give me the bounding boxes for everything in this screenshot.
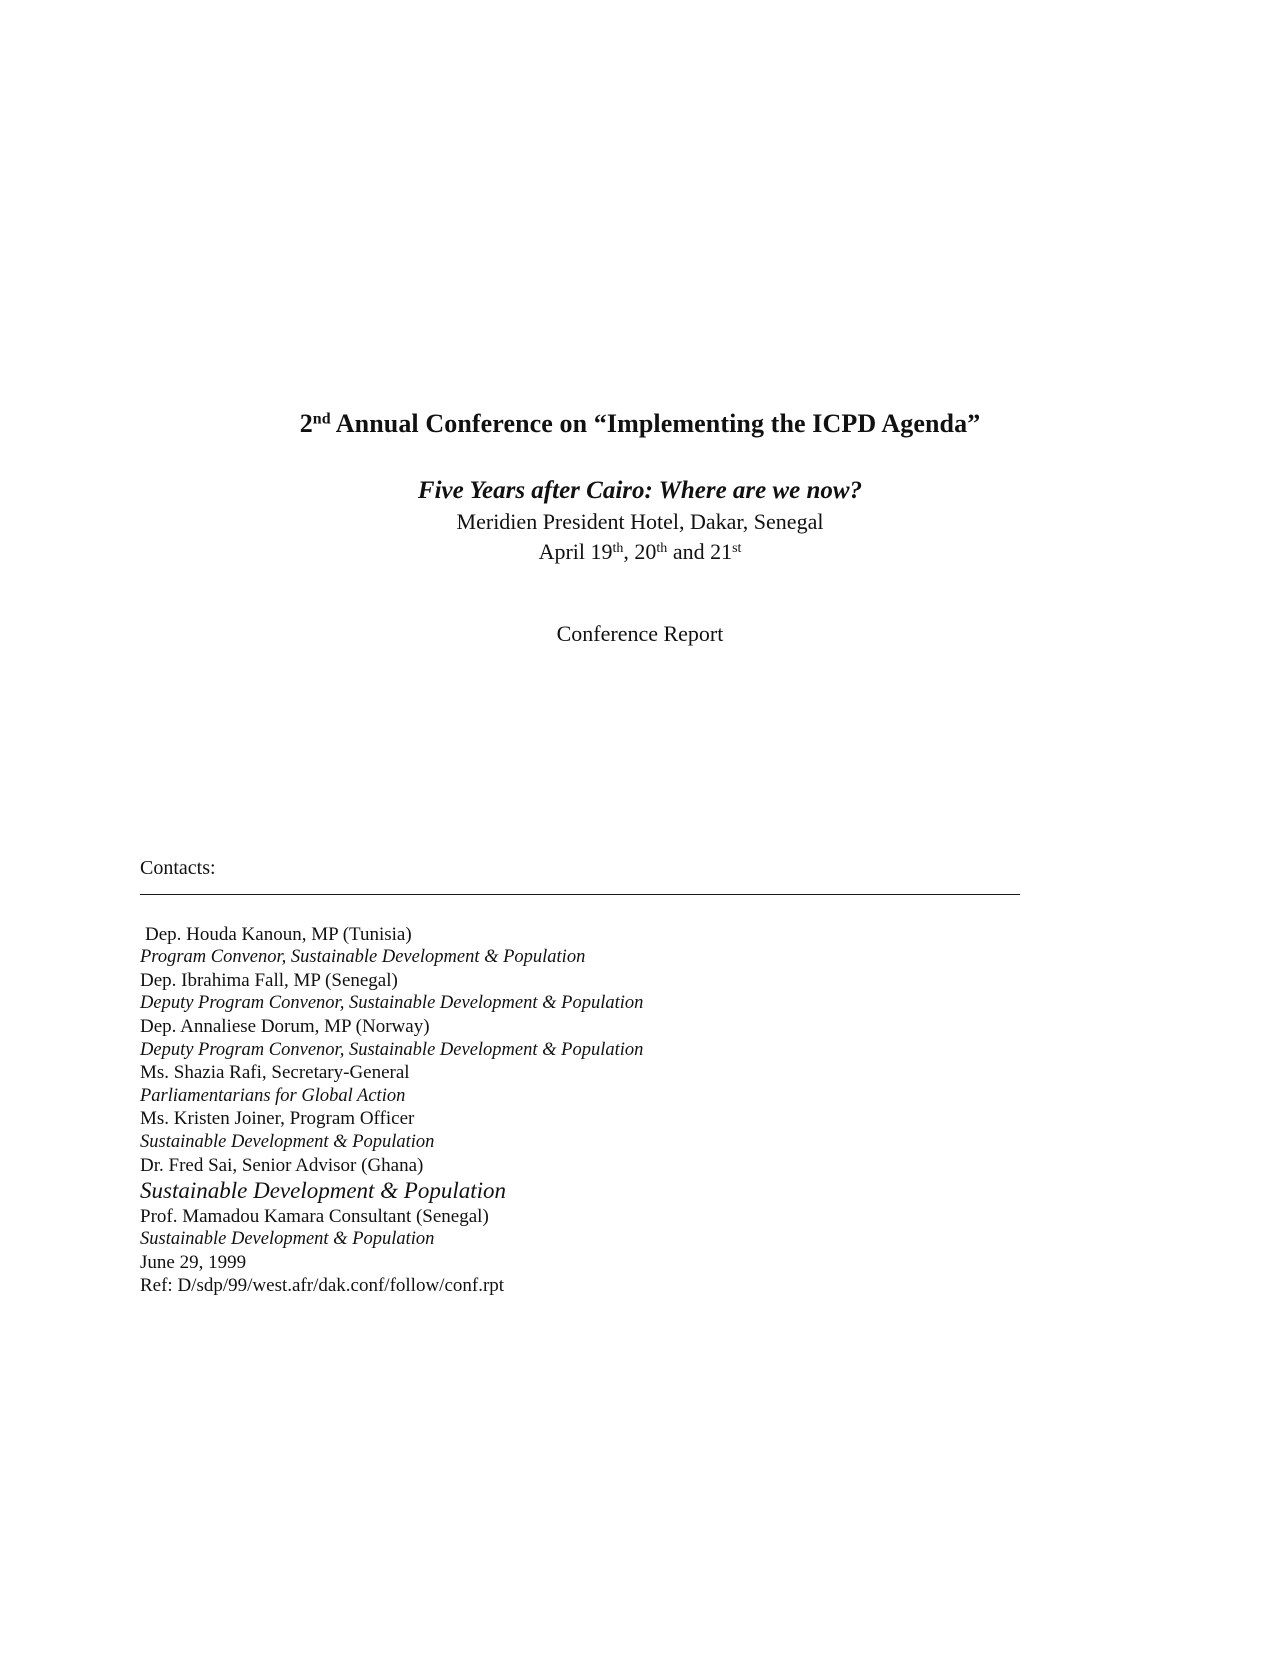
contacts-block (140, 856, 1140, 1298)
contact-name: Dep. Annaliese Dorum, MP (Norway) (140, 1016, 430, 1038)
page-title (0, 408, 1280, 441)
report-spacer (0, 566, 1280, 620)
date-ordinal-1: th (612, 540, 624, 556)
date-part-2: , 20 (623, 538, 657, 564)
contact-role: Sustainable Development & Population (140, 1229, 435, 1250)
document-subtitle: Five Years after Cairo: Where are we now? (417, 476, 863, 504)
title-number: 2 (299, 409, 313, 438)
date-part-1: April 19 (538, 538, 613, 564)
contacts-heading: Contacts: (140, 857, 216, 879)
title-block (0, 408, 1280, 649)
title-ordinal-suffix: nd (312, 410, 331, 428)
contact-role: Sustainable Development & Population (140, 1177, 507, 1203)
report-type-label: Conference Report (556, 621, 724, 647)
contacts-reference: Ref: D/sdp/99/west.afr/dak.conf/follow/conf.rpt (140, 1275, 505, 1297)
contact-role: Deputy Program Convenor, Sustainable Development & Population (140, 1039, 644, 1060)
contact-name: Dep. Houda Kanoun, MP (Tunisia) (145, 924, 412, 945)
title-main-text: Annual Conference on “Implementing the ICPD Agenda” (330, 409, 981, 438)
contacts-date: June 29, 1999 (140, 1252, 247, 1274)
contacts-divider (140, 894, 1020, 895)
contact-role: Parliamentarians for Global Action (140, 1085, 406, 1106)
date-part-3: and 21 (667, 538, 733, 564)
date-ordinal-3: st (732, 540, 742, 556)
contact-role: Program Convenor, Sustainable Development & Population (140, 947, 586, 968)
title-spacer (0, 441, 1280, 475)
contact-role: Deputy Program Convenor, Sustainable Development & Population (140, 993, 644, 1014)
date-ordinal-2: th (656, 540, 668, 556)
contact-name: Dr. Fred Sai, Senior Advisor (Ghana) (140, 1154, 424, 1176)
contact-role: Sustainable Development & Population (140, 1131, 435, 1152)
contact-name: Dep. Ibrahima Fall, MP (Senegal) (140, 970, 398, 992)
contact-name: Ms. Shazia Rafi, Secretary-General (140, 1062, 410, 1084)
contacts-list (140, 923, 1140, 1298)
date-line (0, 537, 1280, 567)
venue-line: Meridien President Hotel, Dakar, Senegal (456, 509, 824, 534)
contact-name: Prof. Mamadou Kamara Consultant (Senegal) (140, 1205, 489, 1227)
contact-name: Ms. Kristen Joiner, Program Officer (140, 1108, 415, 1130)
